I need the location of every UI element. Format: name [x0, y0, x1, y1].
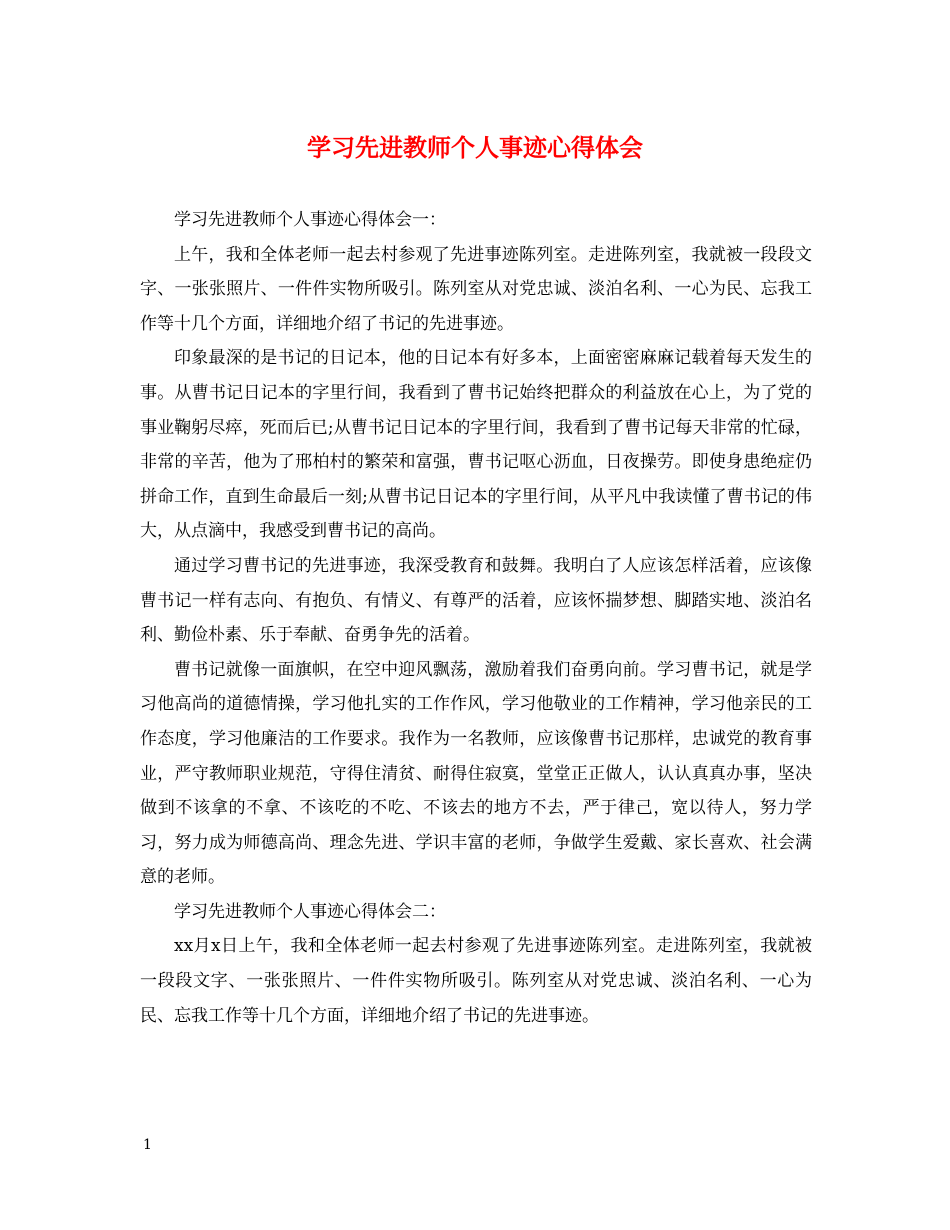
paragraph: 曹书记就像一面旗帜，在空中迎风飘荡，激励着我们奋勇向前。学习曹书记，就是学习他高尚的道德情操，学习他扎实的工作作风，学习他敬业的工作精神，学习他亲民的工作态度，学习他廉洁的工作要求。我作为一名教师，应该像曹书记那样，忠诚党的教育事业，严守教师职业规范，守得住清贫、耐得住寂寞，堂堂正正做人，认认真真办事，坚决做到不该拿的不拿、不该吃的不吃、不该去的地方不去，严于律己，宽以待人，努力学习，努力成为师德高尚、理念先进、学识丰富的老师，争做学生爱戴、家长喜欢、社会满意的老师。: [140, 659, 812, 888]
page-number: 1: [143, 1137, 152, 1153]
paragraph: 通过学习曹书记的先进事迹，我深受教育和鼓舞。我明白了人应该怎样活着，应该像曹书记一样有志向、有抱负、有情义、有尊严的活着，应该怀揣梦想、脚踏实地、淡泊名利、勤俭朴素、乐于奉献、奋勇争先的活着。: [140, 555, 812, 646]
document-body: [140, 203, 812, 1033]
document-title: 学习先进教师个人事迹心得体会: [307, 133, 643, 162]
paragraph-heading-one: 学习先进教师个人事迹心得体会一：: [174, 210, 446, 230]
paragraph: xx月x日上午，我和全体老师一起去村参观了先进事迹陈列室。走进陈列室，我就被一段段文字、一张张照片、一件件实物所吸引。陈列室从对党忠诚、淡泊名利、一心为民、忘我工作等十几个方面，详细地介绍了书记的先进事迹。: [140, 936, 812, 1026]
paragraph-heading-two: 学习先进教师个人事迹心得体会二：: [174, 901, 446, 922]
paragraph: 印象最深的是书记的日记本，他的日记本有好多本，上面密密麻麻记载着每天发生的事。从曹书记日记本的字里行间，我看到了曹书记始终把群众的利益放在心上，为了党的事业鞠躬尽瘁，死而后已;从曹书记日记本的字里行间，我看到了曹书记每天非常的忙碌，非常的辛苦，他为了邢柏村的繁荣和富强，曹书记呕心沥血，日夜操劳。即使身患绝症仍拼命工作，直到生命最后一刻;从曹书记日记本的字里行间，从平凡中我读懂了曹书记的伟大，从点滴中，我感受到曹书记的高尚。: [140, 348, 812, 542]
paragraph: 上午，我和全体老师一起去村参观了先进事迹陈列室。走进陈列室，我就被一段段文字、一张张照片、一件件实物所吸引。陈列室从对党忠诚、淡泊名利、一心为民、忘我工作等十几个方面，详细地介绍了书记的先进事迹。: [140, 244, 812, 334]
